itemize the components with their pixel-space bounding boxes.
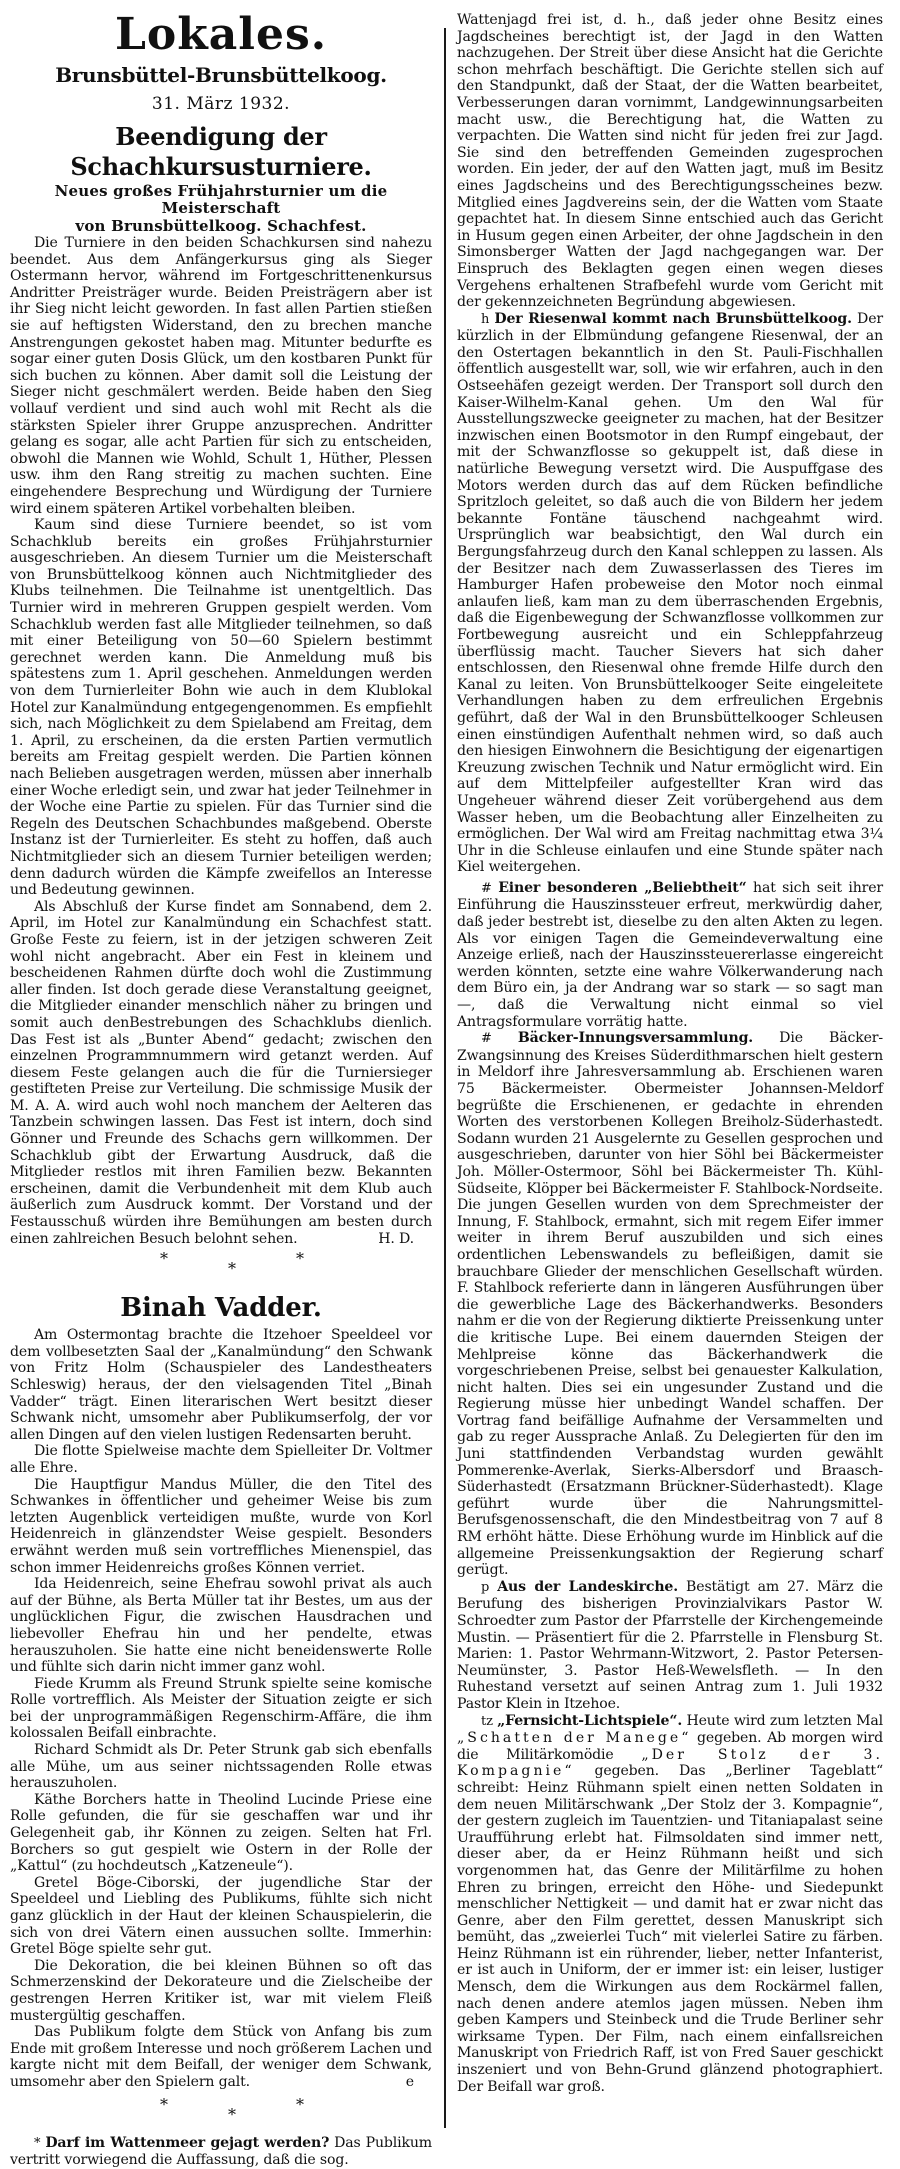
asterisk: * bbox=[228, 2104, 236, 2124]
asterisk: * bbox=[228, 1259, 236, 1279]
article-tax bbox=[457, 880, 883, 1030]
article-marker: # bbox=[481, 880, 492, 896]
article-chess bbox=[10, 122, 432, 1247]
paragraph-text: Als Abschluß der Kurse findet am Sonnabend, dem 2. April, im Hotel zur Kanalmündung ein Schachfest statt. Große Feste zu feiern, ist in der jetzigen schweren Zeit wohl nicht angebracht. Aber ein Fest in kleinem und bescheidenen Rahmen dürfte doch wohl die Zustimmung aller finden. Ist doch gerade diese Veranstaltung geeignet, die Mitglieder einander menschlich näher zu bringen und somit auch denBestrebungen des Schachklubs dienlich. Das Fest ist als „Bunter Abend“ gedacht; zwischen den einzelnen Programmnummern wird getanzt werden. Auf diesem Feste gelangen auch die für die Turniersieger gestifteten Preise zur Verteilung. Die schmissige Musik der M. A. A. wird auch wohl noch manchem der Aelteren das Tanzbein schwingen lassen. Das Fest ist intern, doch sind Gönner und Freunde des Schachs gern willkommen. Der Schachklub gibt der Erwartung Ausdruck, daß die Mitglieder restlos mit ihren Familien bezw. Bekannten erscheinen, damit die Verbundenheit mit dem Klub auch äußerlich zum Ausdruck kommt. Der Vorstand und der Festausschuß würden ihre Bemühungen am besten durch einen zahlreichen Besuch belohnt sehen. bbox=[10, 898, 432, 1247]
article-headline: Beendigung der Schachkursusturniere. bbox=[70, 122, 372, 181]
author-signature: H. D. bbox=[378, 1230, 414, 1247]
asterisk: * bbox=[160, 2094, 168, 2114]
asterisk: * bbox=[160, 1249, 168, 1269]
article-paragraph bbox=[10, 899, 432, 1247]
article-paragraph: Die Hauptfigur Mandus Müller, die den Titel des Schwankes in öffentlicher und geheimer Weise bis zum letzten Augenblick verteidigen mußte, wurde von Korl Heidenreich in glänzendster Weise gespielt. Besonders erwähnt werden muß sein vortreffliches Mienenspiel, das schon immer Heidenreichs großes Können verriet. bbox=[10, 1476, 432, 1576]
article-kicker: Bäcker-Innungsversammlung. bbox=[517, 1030, 754, 1047]
section-separator bbox=[10, 1249, 432, 1283]
paragraph-text: Bestätigt am 27. März die Berufung des bisherigen Provinzialvikars Pastor W. Schroedter zum Pastor der Pfarrstelle der Kirchengemeinde Mustin. — Präsentiert für die 2. Pfarrstelle in Flensburg St. Marien: 1. Pastor Wehrmann-Witzwort, 2. Pastor Petersen-Neumünster, 3. Pastor Heß-Wewelsfleth. — In den Ruhestand versetzt auf seinen Antrag zum 1. Juli 1932 Pastor Klein in Itzehoe. bbox=[457, 1578, 883, 1712]
article-marker: * bbox=[34, 2135, 41, 2151]
paragraph-text: Heute wird zum letzten Mal bbox=[682, 1712, 883, 1729]
article-paragraph: Käthe Borchers hatte in Theolind Lucinde Priese eine Rolle gefunden, die für sie geschaffen war und ihr Gelegenheit gab, ihr Können zu zeigen. Selten hat Frl. Borchers so gut gespielt wie Ostern in der Rolle der „Kattul“ (zu hochdeutsch „Katzeneule“). bbox=[10, 1791, 432, 1875]
paragraph-text: gegeben. Das „Berliner Tageblatt“ schreibt: Heinz Rühmann spielt einen netten Soldaten in dem neuen Militärschwank „Der Stolz der 3. Kompagnie“, der gestern zugleich im Tauentzien- und Titaniapalast seine Uraufführung erlebt hat. Filmsoldaten sind immer nett, dieser aber, da er Heinz Rühmann heißt und sich vorgenommen hat, das Genre der Militärfilme zu hohen Ehren zu bringen, erreicht den Höhe- und Siedepunkt menschlicher Nettigkeit — und damit hat er zwar nicht das Genre, aber den Film gerettet, dessen Manuskript sich bemüht, das „zweierlei Tuch“ mit vielerlei Satire zu färben. Heinz Rühmann ist ein rührender, lieber, netter Infanterist, er ist auch in Uniform, der er immer ist: ein leiser, lustiger Mensch, dem die Wirkungen aus dem Rockärmel fallen, nach denen andere atemlos jagen müssen. Neben ihm geben Kampers und Steinbeck und die Trude Berliner sehr wirksame Typen. Der Film, nach einem einfallsreichen Manuskript von Friedrich Raff, ist von Fred Sauer geschickt inszeniert und von Behn-Grund glänzend photographiert. Der Beifall war groß. bbox=[457, 1763, 883, 2095]
right-column bbox=[453, 8, 883, 2095]
article-paragraph: Gretel Böge-Ciborski, der jugendliche Star der Speeldeel und Liebling des Publikums, fühlte sich nicht ganz glücklich in der Haut der kleinen Schauspielerin, die sich von drei Vätern einen aussuchen sollte. Immerhin: Gretel Böge spielte sehr gut. bbox=[10, 1874, 432, 1958]
article-church bbox=[457, 1579, 883, 1713]
paragraph-text: gegeben. Ab morgen wird die Militärkomödie bbox=[457, 1730, 884, 1763]
article-bakers bbox=[457, 1030, 883, 1579]
article-theatre bbox=[10, 1293, 432, 2090]
film-title: „Der Stolz der 3. Kompagnie“ bbox=[457, 1746, 883, 1780]
article-paragraph: Richard Schmidt als Dr. Peter Strunk gab sich ebenfalls alle Mühe, um aus seiner nichtssagenden Rolle etwas herauszuholen. bbox=[10, 1742, 432, 1792]
article-paragraph: Am Ostermontag brachte die Itzehoer Speeldeel vor dem vollbesetzten Saal der „Kanalmündung“ den Schwank von Fritz Holm (Schauspieler des Landestheaters Schleswig) heraus, der den vielsagenden Titel „Binah Vadder“ trägt. Einen literarischen Wert besitzt dieser Schwank nicht, umsomehr aber Publikumserfolg, der vor allen Dingen auf den vielen lustigen Redensarten beruht. bbox=[10, 1327, 432, 1443]
paragraph-text: Das Publikum folgte dem Stück von Anfang bis zum Ende mit großem Interesse und noch größerem Lachen und kargte nicht mit dem Beifall, der weniger dem Schwank, umsomehr aber den Spielern galt. bbox=[10, 2024, 432, 2090]
section-title: Lokales. bbox=[114, 9, 328, 60]
place-heading: Brunsbüttel-Brunsbüttelkoog. bbox=[55, 63, 387, 87]
article-kicker: Aus der Landeskirche. bbox=[497, 1578, 678, 1595]
article-kicker: Einer besonderen „Beliebtheit“ bbox=[498, 879, 747, 896]
article-marker: tz bbox=[481, 1713, 493, 1729]
article-paragraph: Die flotte Spielweise machte dem Spielleiter Dr. Voltmer alle Ehre. bbox=[10, 1443, 432, 1476]
article-paragraph: Ida Heidenreich, seine Ehefrau sowohl privat als auch auf der Bühne, als Berta Müller tat ihr Bestes, um aus der unglücklichen Figur, die zwischen Hausdrachen und liebevoller Ehefrau hin und her pendelte, etwas herauszuholen. Sie hatte eine nicht beneidenswerte Rolle und fühlte sich darin nicht immer ganz wohl. bbox=[10, 1576, 432, 1676]
author-signature: e bbox=[405, 2073, 414, 2090]
article-whale bbox=[457, 311, 883, 876]
article-paragraph: Kaum sind diese Turniere beendet, so ist vom Schachklub bereits ein großes Frühjahrsturnier ausgeschrieben. An diesem Turnier um die Meisterschaft von Brunsbüttelkoog können auch Nichtmitglieder des Klubs teilnehmen. Die Teilnahme ist unentgeltlich. Das Turnier wird in mehreren Gruppen gespielt werden. Vom Schachklub werden fast alle Mitglieder teilnehmen, so daß mit einer Beteiligung von 50—60 Spielern bestimmt gerechnet werden kann. Die Anmeldung muß bis spätestens zum 1. April geschehen. Anmeldungen werden von dem Turnierleiter Bohn wie auch in dem Klublokal Hotel zur Kanalmündung entgegengenommen. Es empfiehlt sich, nach Möglichkeit zu dem Spielabend am Freitag, dem 1. April, zu erscheinen, da die ersten Partien vermutlich bereits am Freitag gespielt werden. Die Partien können nach Belieben ausgetragen werden, müssen aber innerhalb einer Woche erledigt sein, und zwar hat jeder Teilnehmer in der Woche eine Partie zu spielen. Für das Turnier sind die Regeln des Deutschen Schachbundes maßgebend. Oberste Instanz ist der Turnierleiter. Es steht zu hoffen, daß auch Nichtmitglieder sich an diesem Turnier beteiligen werden; denn dadurch würden die Kämpfe zweifellos an Interesse und Bedeutung gewinnen. bbox=[10, 517, 432, 899]
asterisk: * bbox=[296, 1249, 304, 1269]
paragraph-text: hat sich seit ihrer Einführung die Hauszinssteuer erfreut, merkwürdig daher, daß jeder bestrebt ist, dieselbe zu den alten Akten zu legen. Als vor einigen Tagen die Gemeindeverwaltung eine Anzeige erließ, nach der Hauszinssteuererlasse eingereicht werden könnten, setzte eine wahre Völkerwanderung nach dem Büro ein, ja der Andrang war so stark — so sagt man —, daß die Verwaltung nicht einmal so viel Antragsformulare vorrätig hatte. bbox=[457, 879, 883, 1030]
left-column bbox=[10, 8, 440, 2169]
article-kicker: „Fernsicht-Lichtspiele“. bbox=[497, 1712, 683, 1729]
article-cinema bbox=[457, 1713, 883, 2096]
article-kicker: Der Riesenwal kommt nach Brunsbüttelkoog. bbox=[494, 310, 852, 327]
article-watt-lead bbox=[10, 2135, 432, 2169]
article-paragraph: Fiede Krumm als Freund Strunk spielte seine komische Rolle vortrefflich. Als Meister der Situation zeigte er sich bei der unprogrammäßigen Regenschirm-Affäre, die ihm kolossalen Beifall einbrachte. bbox=[10, 1675, 432, 1742]
dateline: 31. März 1932. bbox=[151, 94, 291, 114]
article-paragraph: Die Turniere in den beiden Schachkursen sind nahezu beendet. Aus dem Anfängerkursus ging als Sieger Ostermann hervor, während im Fortgeschrittenenkursus Andritter Preisträger wurde. Beiden Preisträgern aber ist ihr Sieg nicht leicht geworden. In fast allen Partien stießen sie auf heftigsten Widerstand, den zu brechen manche Anstrengungen gekostet haben mag. Mitunter bedurfte es sogar einer guten Dosis Glück, um den kostbaren Punkt für sich buchen zu können. Aber damit soll die Leistung der Sieger nicht geschmälert werden. Beide haben den Sieg vollauf verdient und sind auch wohl mit Recht als die stärksten Spieler ihrer Gruppe anzusprechen. Andritter gelang es sogar, alle acht Partien für sich zu entscheiden, obwohl die Mannen wie Wohld, Schult 1, Hüther, Plessen usw. ihm den Rang streitig zu machen suchten. Eine eingehendere Besprechung und Würdigung der Turniere wird einem späteren Artikel vorbehalten bleiben. bbox=[10, 235, 432, 517]
paragraph-text: Der kürzlich in der Elbmündung gefangene Riesenwal, der an den Ostertagen bekanntlich in den St. Pauli-Fischhallen öffentlich ausgestellt war, soll, wie wir erfahren, auch in den Ostseehäfen gezeigt werden. Der Transport soll durch den Kaiser-Wilhelm-Kanal gehen. Um den Wal für Ausstellungszwecke geeigneter zu machen, hat der Besitzer inzwischen einen Bootsmotor in den Rumpf eingebaut, der mit der Schwanzflosse so gekuppelt ist, daß diese in natürliche Bewegung versetzt wird. Die Auspuffgase des Motors werden durch das auf dem Rücken befindliche Spritzloch geleitet, so daß auch die von Bildern her jedem bekannte Fontäne täuschend nachgeahmt wird. Ursprünglich war beabsichtigt, den Wal durch ein Bergungsfahrzeug durch den Kanal schleppen zu lassen. Als der Besitzer nach dem Zuwasserlassen des Tieres im Hamburger Hafen probeweise den Motor noch einmal anlaufen ließ, kam man zu dem überraschenden Ergebnis, daß die Eigenbewegung der Schwanzflosse vollkommen zur Fortbewegung ausreicht und ein Schleppfahrzeug überflüssig macht. Taucher Sievers hat sich daher entschlossen, den Riesenwal ohne fremde Hilfe durch den Kanal zu leiten. Von Brunsbüttelkooger Seite eingeleitete Verhandlungen haben zu dem erfreulichen Ergebnis geführt, daß der Wal in den Brunsbüttelkooger Schleusen einen einstündigen Aufenthalt nehmen wird, so daß auch den hiesigen Einwohnern die Besichtigung der eigenartigen Kreuzung zwischen Technik und Natur ermöglicht wird. Ein auf dem Mittelpfeiler aufgestellter Kran wird das Ungeheuer während dieser Zeit vorübergehend aus dem Wasser heben, um die Beobachtung aller Einzelheiten zu ermöglichen. Der Wal wird am Freitag nachmittag etwa 3¼ Uhr in die Schleuse einlaufen und eine Stunde später nach Kiel weitergehen. bbox=[457, 310, 883, 876]
article-subhead: Neues großes Frühjahrsturnier um die Meisterschaft bbox=[54, 182, 388, 217]
article-marker: h bbox=[481, 311, 490, 327]
article-subhead: von Brunsbüttelkoog. Schachfest. bbox=[75, 217, 367, 235]
paragraph-text: Die Bäcker-Zwangsinnung des Kreises Süderdithmarschen hielt gestern in Meldorf ihre Jahresversammlung ab. Erschienen waren 75 Bäckermeister. Obermeister Johannsen-Meldorf begrüßte die Erschienenen, er gedachte in ehrenden Worten des verstorbenen Kollegen Breiholz-Süderhastedt. Sodann wurden 21 Ausgelernte zu Gesellen gesprochen und ausgeschrieben, darunter von hier Söhl bei Bäckermeister Joh. Möller-Ostermoor, Söhl bei Bäckermeister Th. Kühl-Südseite, Klöpper bei Bäckermeister F. Stahlbock-Nordseite. Die jungen Gesellen wurden von dem Sprechmeister der Innung, F. Stahlbock, ermahnt, sich mit regem Eifer immer weiter in ihrem Beruf auszubilden und sich eines ordentlichen Lebenswandels zu befleißigen, damit sie brauchbare Glieder der menschlichen Gesellschaft würden. F. Stahlbock referierte dann in längeren Ausführungen über die gewerbliche Lage des Bäckerhandwerks. Besonders nahm er die von der Regierung diktierte Preissenkung unter die kritische Lupe. Bei einem dauernden Steigen der Mehlpreise könne das Bäckerhandwerk die vorgeschriebenen Preise, selbst bei genauester Kalkulation, nicht halten. Dies sei ein ungesunder Zustand und die Regierung müsse hier unbedingt Wandel schaffen. Der Vortrag fand beifällige Aufnahme der Versammelten und gab zu reger Aussprache Anlaß. Zu Delegierten für den im Juni stattfindenden Verbandstag wurden gewählt Pommerenke-Averlak, Sierks-Albersdorf und Braasch-Süderhastedt (Ersatzmann Brückner-Süderhastedt). Klage geführt wurde über die Nahrungsmittel-Berufsgenossenschaft, die den Mindestbeitrag von 7 auf 8 RM erhöht hätte. Diese Erhöhung wurde im Hinblick auf die allgemeine Preissenkungsaktion der Regierung scharf gerügt. bbox=[457, 1030, 883, 1579]
asterisk: * bbox=[296, 2094, 304, 2114]
article-marker: p bbox=[481, 1579, 490, 1595]
column-rule bbox=[444, 28, 446, 2128]
paragraph-text: Das Publikum vertritt vorwiegend die Auffassung, daß die sog. bbox=[10, 2134, 432, 2169]
article-marker: # bbox=[481, 1031, 492, 1047]
article-watt-continuation: Wattenjagd frei ist, d. h., daß jeder ohne Besitz eines Jagdscheines berechtigt ist, der Jagd in den Watten nachzugehen. Der Streit über diese Ansicht hat die Gerichte schon mehrfach beschäftigt. Die Gerichte stellen sich auf den Standpunkt, daß der Staat, der die Watten bearbeitet, Verbesserungen daran vornimmt, Landgewinnungsarbeiten macht usw., die Berechtigung hat, die Watten zu verpachten. Die Watten sind nicht für jeden frei zur Jagd. Sie sind den betreffenden Gemeinden zugesprochen worden. Ein jeder, der auf den Watten jagt, muß im Besitz eines Jagdscheins und des Berechtigungsscheines bezw. Mitglied eines Jagdvereins sein, der die Watten vom Staate gepachtet hat. In diesem Sinne entschied auch das Gericht in Husum gegen einen Arbeiter, der ohne Jagdschein in den Simonsberger Watten der Jagd nachgegangen war. Der Einspruch des Beklagten gegen einen wegen dieses Vergehens erhaltenen Strafbefehl wurde vom Gericht mit der gekennzeichneten Begründung abgewiesen. bbox=[457, 12, 883, 311]
article-paragraph: Die Dekoration, die bei kleinen Bühnen so oft das Schmerzenskind der Dekorateure und die Zielscheibe der gestrengen Herren Kritiker ist, war mit vielem Fleiß mustergültig geschaffen. bbox=[10, 1957, 432, 2024]
article-paragraph bbox=[10, 2024, 432, 2090]
article-kicker: Darf im Wattenmeer gejagt werden? bbox=[45, 2134, 330, 2151]
film-title: „Schatten der Manege“ bbox=[457, 1730, 692, 1747]
article-headline: Binah Vadder. bbox=[120, 1293, 322, 1324]
